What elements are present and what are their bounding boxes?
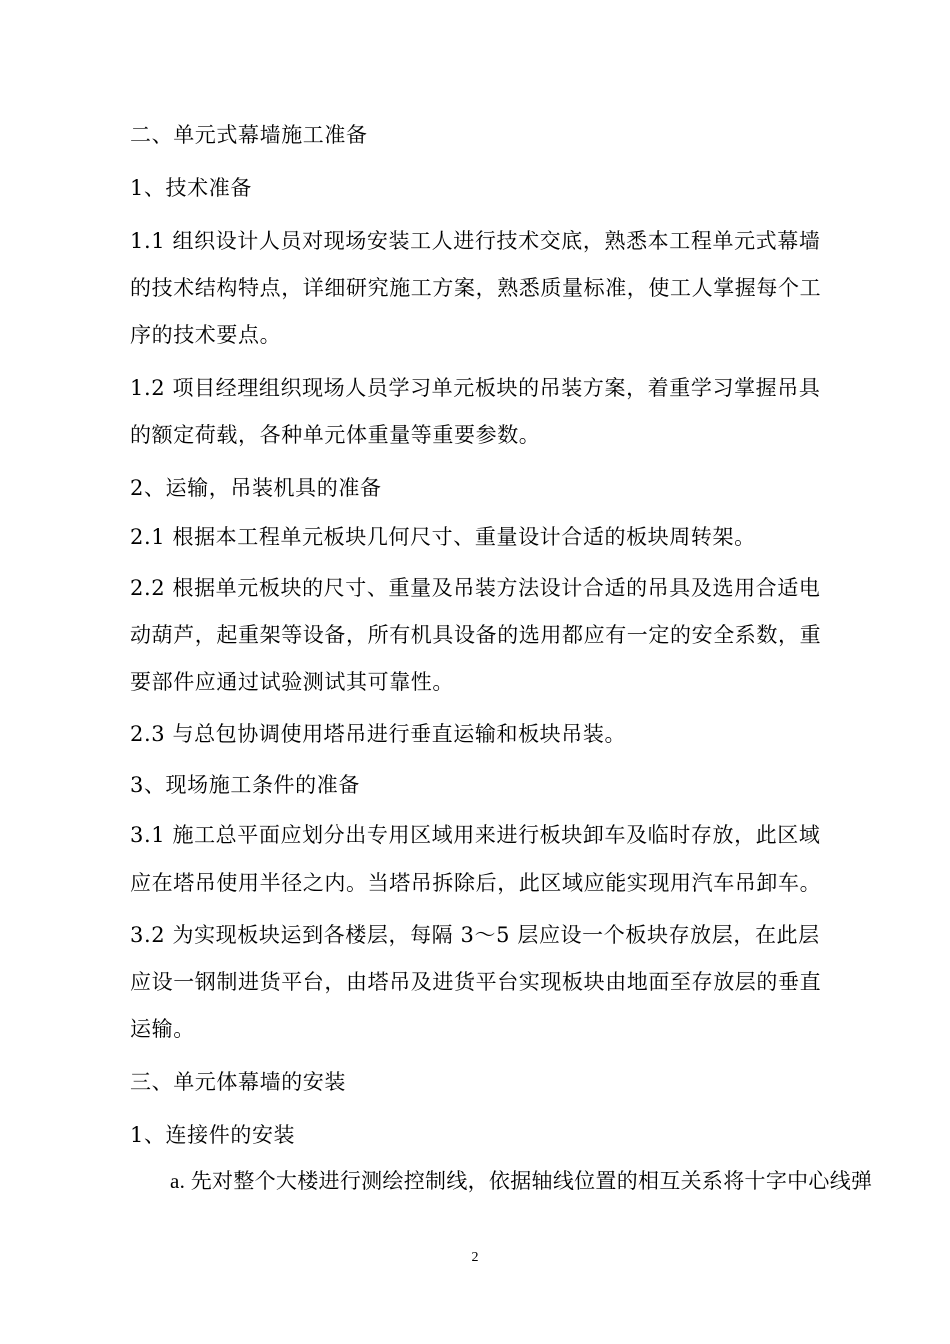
page-number: 2 (471, 1250, 479, 1265)
paragraph-line: 2.2 根据单元板块的尺寸、重量及吊装方法设计合适的吊具及选用合适电 (130, 576, 821, 600)
paragraph-line: 应在塔吊使用半径之内。当塔吊拆除后，此区域应能实现用汽车吊卸车。 (130, 871, 822, 895)
paragraph-line: 2.3 与总包协调使用塔吊进行垂直运输和板块吊装。 (130, 722, 627, 746)
paragraph-line: 运输。 (130, 1017, 195, 1041)
paragraph-line: 3.2 为实现板块运到各楼层，每隔 3～5 层应设一个板块存放层，在此层 (130, 923, 820, 947)
paragraph-line: 的额定荷载，各种单元体重量等重要参数。 (130, 423, 541, 447)
paragraph-line: 动葫芦，起重架等设备，所有机具设备的选用都应有一定的安全系数，重 (130, 623, 822, 647)
subsection-heading: 1、连接件的安装 (130, 1123, 296, 1147)
subsection-heading: 3、现场施工条件的准备 (130, 773, 360, 797)
paragraph-line: 的技术结构特点，详细研究施工方案，熟悉质量标准，使工人掌握每个工 (130, 276, 822, 300)
subsection-heading: 1、技术准备 (130, 176, 252, 200)
paragraph-line: 1.2 项目经理组织现场人员学习单元板块的吊装方案，着重学习掌握吊具 (130, 376, 821, 400)
paragraph-line: 3.1 施工总平面应划分出专用区域用来进行板块卸车及临时存放，此区域 (130, 823, 821, 847)
paragraph-line: a. 先对整个大楼进行测绘控制线，依据轴线位置的相互关系将十字中心线弹 (170, 1169, 873, 1193)
paragraph-line: 2.1 根据本工程单元板块几何尺寸、重量设计合适的板块周转架。 (130, 525, 756, 549)
paragraph-line: 序的技术要点。 (130, 323, 282, 347)
subsection-heading: 2、运输，吊装机具的准备 (130, 476, 382, 500)
section-heading: 三、单元体幕墙的安装 (130, 1070, 346, 1094)
paragraph-line: 应设一钢制进货平台，由塔吊及进货平台实现板块由地面至存放层的垂直 (130, 970, 822, 994)
paragraph-line: 要部件应通过试验测试其可靠性。 (130, 670, 454, 694)
section-heading: 二、单元式幕墙施工准备 (130, 123, 368, 147)
paragraph-line: 1.1 组织设计人员对现场安装工人进行技术交底，熟悉本工程单元式幕墙 (130, 229, 821, 253)
